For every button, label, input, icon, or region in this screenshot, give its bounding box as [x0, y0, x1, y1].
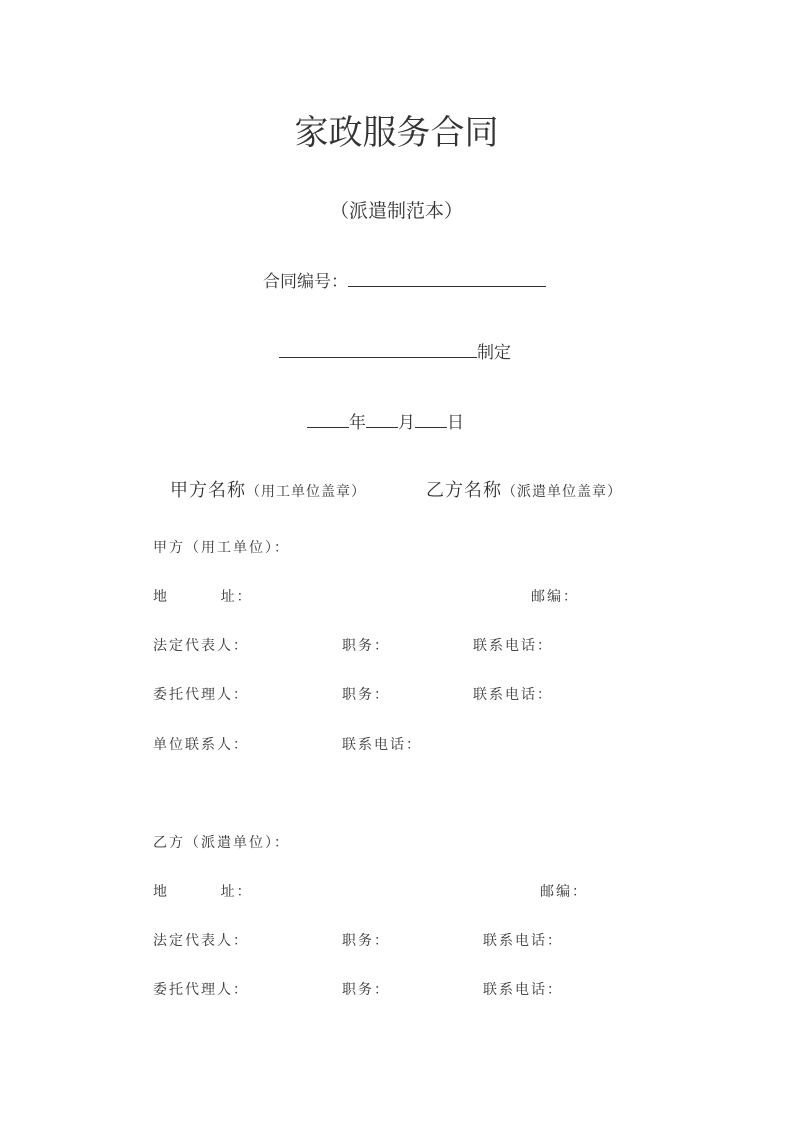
party-a-agent-label: 委托代理人：: [153, 687, 249, 703]
year-blank[interactable]: [307, 409, 349, 428]
party-a-seal-note: （用工单位盖章）: [246, 484, 366, 500]
party-a-postcode-label: 邮编：: [531, 589, 579, 605]
party-a-phone-label: 联系电话：: [473, 638, 553, 654]
party-b-agent-label: 委托代理人：: [153, 982, 249, 998]
made-by-label: 制定: [477, 343, 511, 363]
party-b-address-label: 地 址：: [153, 884, 253, 900]
month-label: 月: [398, 413, 415, 433]
month-blank[interactable]: [366, 409, 398, 428]
party-b-phone-label: 联系电话：: [483, 933, 563, 949]
party-b-agent-phone-label: 联系电话：: [483, 982, 563, 998]
party-b-seal-note: （派遣单位盖章）: [502, 484, 622, 500]
party-b-postcode-label: 邮编：: [540, 884, 588, 900]
contract-number-label: 合同编号：: [263, 272, 348, 292]
party-a-contact-phone-label: 联系电话：: [342, 737, 422, 753]
party-a-agent-phone-label: 联系电话：: [473, 687, 553, 703]
party-b-signature: [426, 476, 622, 502]
year-label: 年: [349, 413, 366, 433]
party-b-name-label: 乙方名称: [426, 480, 502, 501]
party-a-position-label: 职务：: [342, 638, 390, 654]
party-a-signature: [170, 476, 366, 502]
party-a-legal-rep-label: 法定代表人：: [153, 638, 249, 654]
party-b-heading: 乙方（派遣单位）：: [153, 835, 290, 851]
document-title: 家政服务合同: [294, 113, 499, 153]
contract-number-blank[interactable]: [348, 268, 546, 287]
party-b-legal-rep-label: 法定代表人：: [153, 933, 249, 949]
party-b-agent-position-label: 职务：: [342, 982, 390, 998]
party-a-name-label: 甲方名称: [170, 480, 246, 501]
party-b-position-label: 职务：: [342, 933, 390, 949]
party-a-address-label: 地 址：: [153, 589, 253, 605]
day-label: 日: [447, 413, 464, 433]
party-a-contact-label: 单位联系人：: [153, 737, 249, 753]
day-blank[interactable]: [415, 409, 447, 428]
document-subtitle: （派遣制范本）: [329, 200, 463, 222]
made-by-row: [279, 338, 511, 363]
party-a-agent-position-label: 职务：: [342, 687, 390, 703]
made-by-blank[interactable]: [279, 339, 477, 358]
date-row: [307, 408, 464, 433]
contract-number-row: [263, 267, 546, 292]
party-a-heading: 甲方（用工单位）：: [153, 540, 290, 556]
